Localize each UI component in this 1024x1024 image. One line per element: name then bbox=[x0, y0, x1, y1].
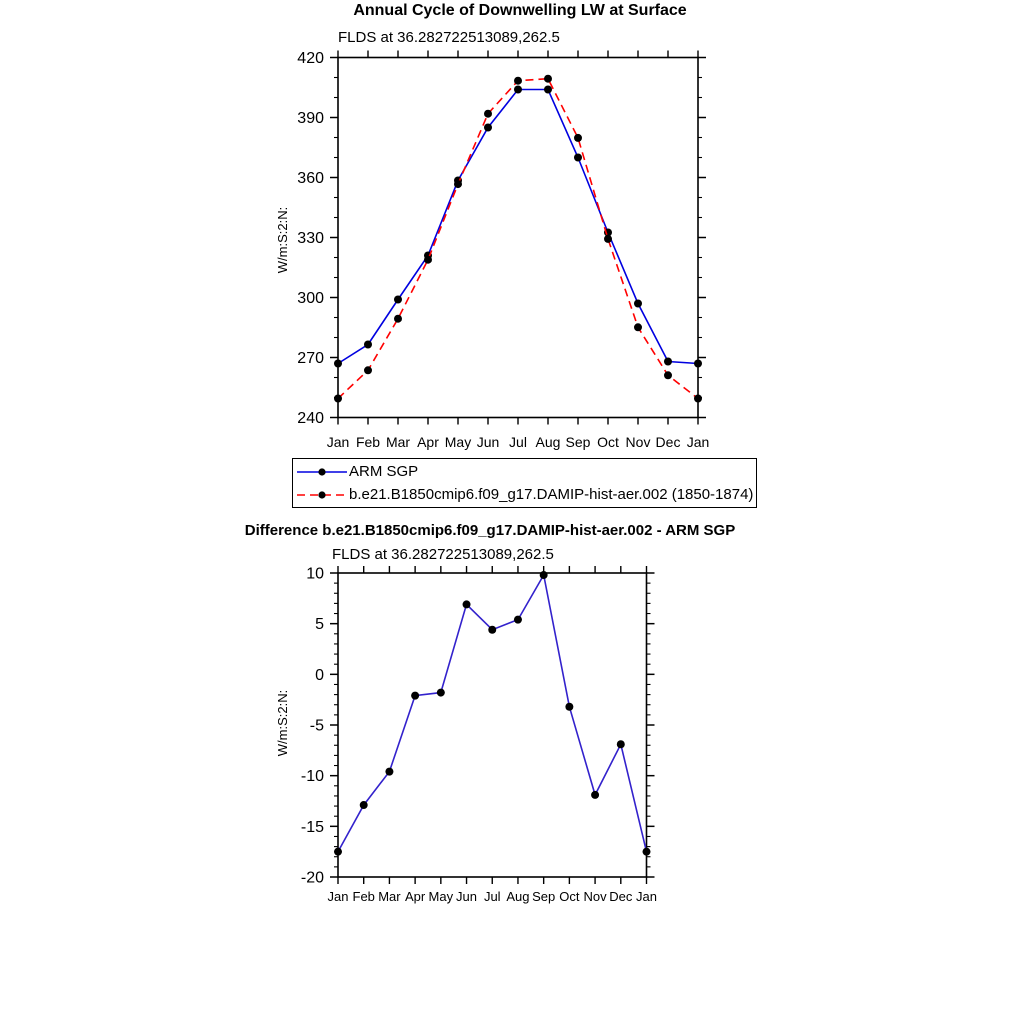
data-point-marker bbox=[664, 358, 672, 366]
tick-label: Feb bbox=[352, 889, 375, 904]
plot-frame bbox=[338, 573, 647, 877]
chart-1 bbox=[301, 566, 657, 905]
tick-label: Dec bbox=[655, 434, 681, 450]
series-line bbox=[338, 79, 698, 399]
series-ARM SGP bbox=[334, 86, 702, 368]
data-point-marker bbox=[514, 86, 522, 94]
data-point-marker bbox=[574, 154, 582, 162]
data-point-marker bbox=[385, 768, 393, 776]
top-chart-y-axis-label: W/m:S:2:N: bbox=[275, 206, 290, 274]
tick-label: 270 bbox=[297, 350, 324, 367]
data-point-marker bbox=[484, 110, 492, 118]
data-point-marker bbox=[617, 740, 625, 748]
tick-label: -5 bbox=[309, 717, 324, 735]
tick-label: 420 bbox=[297, 50, 324, 67]
legend-entry-model bbox=[293, 483, 756, 506]
data-point-marker bbox=[634, 323, 642, 331]
data-point-marker bbox=[484, 124, 492, 132]
data-point-marker bbox=[574, 134, 582, 142]
data-point-marker bbox=[565, 703, 573, 711]
data-point-marker bbox=[334, 395, 342, 403]
data-point-marker bbox=[364, 341, 372, 349]
legend-label-obs: ARM SGP bbox=[349, 463, 419, 480]
tick-label: 300 bbox=[297, 290, 324, 307]
series-line bbox=[338, 90, 698, 364]
tick-label: 240 bbox=[297, 410, 324, 427]
data-point-marker bbox=[364, 366, 372, 374]
y-axis bbox=[297, 50, 706, 427]
tick-label: 330 bbox=[297, 230, 324, 247]
tick-label: Mar bbox=[378, 889, 401, 904]
tick-label: 360 bbox=[297, 170, 324, 187]
tick-label: Feb bbox=[355, 434, 381, 450]
tick-label: Apr bbox=[405, 889, 426, 904]
top-chart-subtitle: FLDS at 36.282722513089,262.5 bbox=[338, 29, 560, 46]
data-point-marker bbox=[394, 315, 402, 323]
y-axis bbox=[301, 566, 655, 887]
data-point-marker bbox=[334, 360, 342, 368]
data-point-marker bbox=[514, 77, 522, 85]
tick-label: Jan bbox=[686, 434, 710, 450]
data-point-marker bbox=[394, 296, 402, 304]
tick-label: Apr bbox=[417, 434, 439, 450]
x-axis bbox=[327, 51, 710, 451]
tick-label: Jan bbox=[327, 889, 349, 904]
series-difference bbox=[334, 571, 651, 856]
data-point-marker bbox=[643, 848, 651, 856]
x-axis bbox=[328, 566, 657, 904]
top-chart-title: Annual Cycle of Downwelling LW at Surface bbox=[353, 2, 687, 19]
series-line bbox=[338, 575, 647, 852]
data-point-marker bbox=[604, 235, 612, 243]
data-point-marker bbox=[488, 626, 496, 634]
data-point-marker bbox=[463, 600, 471, 608]
data-point-marker bbox=[694, 360, 702, 368]
tick-label: 10 bbox=[306, 565, 324, 583]
tick-label: 0 bbox=[315, 666, 324, 684]
data-point-marker bbox=[411, 692, 419, 700]
tick-label: Jun bbox=[476, 434, 500, 450]
diff-chart-title: Difference b.e21.B1850cmip6.f09_g17.DAMIP-hist-aer.002 - ARM SGP bbox=[244, 522, 736, 539]
tick-label: Jul bbox=[509, 434, 527, 450]
tick-label: Aug bbox=[535, 434, 561, 450]
tick-label: May bbox=[444, 434, 472, 450]
tick-label: -15 bbox=[300, 818, 324, 836]
tick-label: 390 bbox=[297, 110, 324, 127]
tick-label: Mar bbox=[385, 434, 411, 450]
data-point-marker bbox=[454, 180, 462, 188]
tick-label: 5 bbox=[315, 616, 324, 634]
data-point-marker bbox=[334, 848, 342, 856]
tick-label: Jan bbox=[636, 889, 657, 904]
tick-label: May bbox=[428, 889, 454, 904]
tick-label: Sep bbox=[565, 434, 591, 450]
tick-label: Jun bbox=[456, 889, 478, 904]
tick-label: Oct bbox=[559, 889, 580, 904]
tick-label: Sep bbox=[532, 889, 556, 904]
legend-entry-obs bbox=[293, 460, 756, 483]
legend-box bbox=[292, 458, 757, 508]
tick-label: Jan bbox=[326, 434, 350, 450]
data-point-marker bbox=[544, 75, 552, 83]
tick-label: -10 bbox=[300, 768, 324, 786]
diff-chart-subtitle: FLDS at 36.282722513089,262.5 bbox=[332, 546, 554, 563]
data-point-marker bbox=[360, 801, 368, 809]
data-point-marker bbox=[437, 689, 445, 697]
plot-frame bbox=[338, 58, 698, 418]
series-b.e21.B1850cmip6.f09_g17.DAMIP-hist-aer.002 (1850-1874) bbox=[334, 75, 702, 403]
data-point-marker bbox=[514, 616, 522, 624]
tick-label: Aug bbox=[506, 889, 530, 904]
tick-label: Nov bbox=[583, 889, 607, 904]
legend-sample-obs-line bbox=[295, 465, 349, 479]
data-point-marker bbox=[540, 571, 548, 579]
tick-label: -20 bbox=[300, 869, 324, 887]
chart-0 bbox=[297, 50, 709, 450]
tick-label: Jul bbox=[483, 889, 501, 904]
tick-label: Oct bbox=[597, 434, 619, 450]
data-point-marker bbox=[664, 371, 672, 379]
tick-label: Dec bbox=[609, 889, 633, 904]
legend-sample-model-line bbox=[295, 488, 349, 502]
diff-chart-y-axis-label: W/m:S:2:N: bbox=[275, 689, 290, 757]
data-point-marker bbox=[544, 86, 552, 94]
legend-label-model: b.e21.B1850cmip6.f09_g17.DAMIP-hist-aer.002 (1850-1874) bbox=[349, 486, 754, 503]
data-point-marker bbox=[424, 256, 432, 264]
data-point-marker bbox=[634, 300, 642, 308]
tick-label: Nov bbox=[625, 434, 651, 450]
data-point-marker bbox=[694, 395, 702, 403]
data-point-marker bbox=[591, 791, 599, 799]
